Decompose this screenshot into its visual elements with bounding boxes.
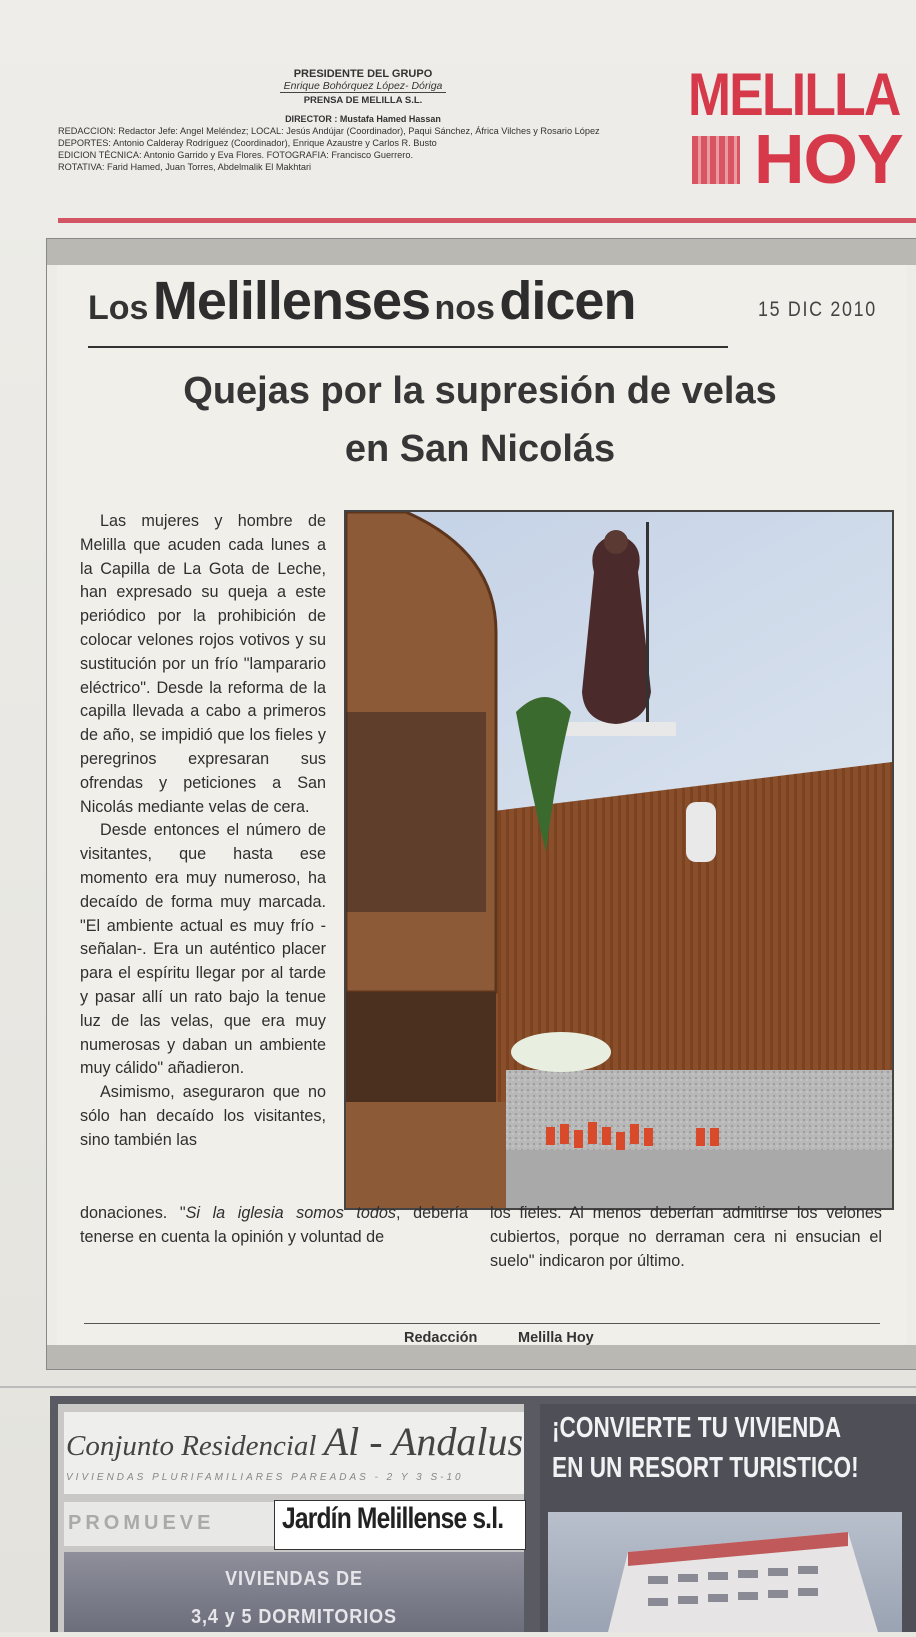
chapel-photo	[344, 510, 894, 1210]
ad-building-drawing	[548, 1512, 902, 1632]
ad-viviendas-line-2: 3,4 y 5 DORMITORIOS	[191, 1606, 397, 1628]
tail-left-a: donaciones. "	[80, 1204, 186, 1222]
article-tail-left	[80, 1202, 468, 1250]
article-date: 15 DIC 2010	[758, 298, 877, 321]
section-word-dicen: dicen	[499, 271, 636, 331]
frame-top-bar	[47, 239, 916, 265]
deportes-line: DEPORTES: Antonio Calderay Rodríguez (Coordinador), Enrique Azaustre y Carlos R. Busto	[58, 138, 437, 148]
paragraph-1: Las mujeres y hombre de Melilla que acuden cada lunes a la Capilla de La Gota de Leche, han expresado su queja a este periódico por la prohibición de colocar velones rojos votivos y su sustitución por un frío "lamparario eléctrico". Desde la reforma de la capilla llevada a cabo a primeros de año, se impidió que los fieles y peregrinos expresaran sus ofrendas y peticiones a San Nicolás mediante velas de cera.	[80, 512, 326, 816]
signature-paper: Melilla Hoy	[518, 1330, 594, 1346]
president-title: PRESIDENTE DEL GRUPO	[293, 68, 433, 80]
logo-square-icon	[692, 136, 740, 184]
ad-title-a: Conjunto Residencial	[66, 1430, 317, 1462]
chapel-photo-drawing	[346, 512, 892, 1208]
frame-bottom-bar	[47, 1345, 916, 1369]
logo-hoy: HOY	[754, 120, 903, 198]
signature-redaccion: Redacción	[404, 1330, 478, 1346]
section-word-melillenses: Melillenses	[152, 271, 431, 331]
ad-title-b: Al - Andalus	[323, 1419, 524, 1464]
president-name: Enrique Bohórquez López- Dóriga	[280, 80, 447, 93]
tail-left-quote: Si la iglesia somos todos	[185, 1204, 397, 1222]
section-title	[88, 270, 728, 348]
paragraph-2: Desde entonces el número de visitantes, que hasta ese momento era muy numeroso, ha decaído de forma muy marcada. "El ambiente actual es muy frío -señalan-. Era un auténtico placer para el espíritu llegar por al tarde y pasar allí un rato bajo la tenue luz de las velas, que era muy numerosas y daban un ambiente muy cálido" añadieron.	[80, 821, 326, 1078]
ad-slogan-line-2: EN UN RESORT TURISTICO!	[552, 1452, 859, 1484]
ad-promoter-name: Jardín Melillense s.l.	[282, 1502, 504, 1535]
headline-line-1: Quejas por la supresión de velas	[183, 370, 777, 412]
ad-subtitle: VIVIENDAS PLURIFAMILIARES PAREADAS - 2 Y 3 S-10	[66, 1472, 464, 1483]
company-name: PRENSA DE MELILLA S.L.	[303, 95, 423, 106]
director-line: DIRECTOR : Mustafa Hamed Hassan	[285, 114, 441, 124]
rotativa-line: ROTATIVA: Farid Hamed, Juan Torres, Abdelmalik El Makhtari	[58, 162, 312, 172]
article-tail-right: los fieles. Al menos deberían admitirse los velones cubiertos, porque no derraman cera ni ensucian el suelo" indicaron por último.	[490, 1204, 882, 1270]
paragraph-3: Asimismo, aseguraron que no sólo han decaído los visitantes, sino también las	[80, 1083, 326, 1149]
masthead-credits	[58, 68, 668, 173]
article-headline	[80, 362, 880, 478]
redaccion-line: REDACCION: Redactor Jefe: Angel Meléndez; LOCAL: Jesús Andújar (Coordinador), Paqui Sánchez, África Vilches y Rosario López	[58, 126, 600, 136]
ad-viviendas-line-1: VIVIENDAS DE	[225, 1568, 363, 1590]
masthead-divider	[58, 218, 916, 223]
ad-promueve: PROMUEVE	[68, 1512, 215, 1534]
logo-melilla: MELILLA	[688, 61, 900, 128]
ad-slogan-line-1: ¡CONVIERTE TU VIVIENDA	[552, 1412, 842, 1444]
ad-building-image	[548, 1512, 902, 1632]
melilla-hoy-logo	[686, 61, 908, 198]
signature-rule	[84, 1323, 880, 1324]
article-column-1	[80, 510, 326, 1153]
headline-line-2: en San Nicolás	[344, 428, 616, 470]
page-separator	[0, 1386, 916, 1388]
tail-left-b: , debería tenerse en cuenta la opinión y voluntad de	[80, 1204, 468, 1246]
ad-residential-name	[66, 1418, 523, 1465]
section-word-los: Los	[88, 289, 149, 327]
section-word-nos: nos	[434, 289, 495, 327]
edicion-line: EDICION TÉCNICA: Antonio Garrido y Eva Flores. FOTOGRAFIA: Francisco Guerrero.	[58, 150, 414, 160]
